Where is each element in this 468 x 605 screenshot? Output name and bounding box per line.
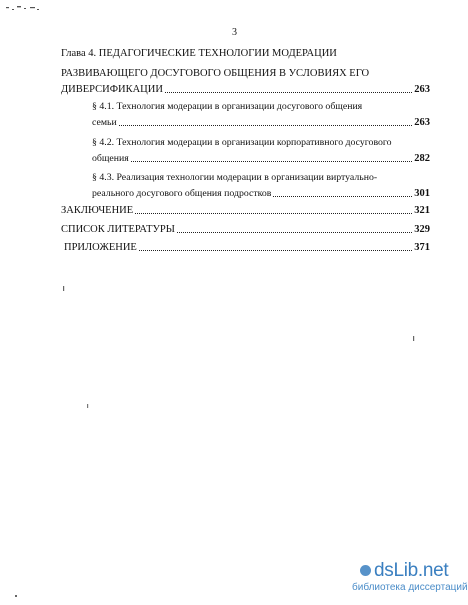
dot-leader: [177, 232, 412, 233]
chapter-entry: [61, 83, 430, 96]
section-4-1-continuation: семьи: [92, 117, 117, 128]
section-4-3-title: § 4.3. Реализация технологии модерации в организации виртуально-: [92, 172, 378, 183]
page-number: 3: [232, 27, 237, 38]
scan-speck: [412, 336, 416, 342]
dot-leader: [273, 196, 412, 197]
section-4-1-title: § 4.1. Технология модерации в организации досугового общения: [92, 101, 363, 112]
section-4-3-continuation: реального досугового общения подростков: [92, 188, 272, 199]
section-4-2-page-number: 282: [414, 153, 430, 164]
bibliography-page-number: 329: [414, 224, 430, 235]
appendix-label: ПРИЛОЖЕНИЕ: [64, 242, 137, 253]
appendix-entry: [64, 241, 430, 254]
appendix-page-number: 371: [414, 242, 430, 253]
section-4-3-entry: [92, 187, 430, 200]
dot-leader: [119, 125, 413, 126]
chapter-title-line-3: ДИВЕРСИФИКАЦИИ: [61, 84, 163, 95]
dot-leader: [139, 250, 412, 251]
section-4-1-entry: [92, 116, 430, 129]
dslib-watermark: [352, 560, 468, 600]
dot-leader: [135, 213, 412, 214]
section-4-2-entry: [92, 152, 430, 165]
conclusion-page-number: 321: [414, 205, 430, 216]
scan-speck: [86, 404, 90, 409]
section-4-2-title: § 4.2. Технология модерации в организации корпоративного досугового: [92, 137, 392, 148]
chapter-page-number: 263: [414, 84, 430, 95]
bibliography-label: СПИСОК ЛИТЕРАТУРЫ: [61, 224, 175, 235]
section-4-3-page-number: 301: [414, 188, 430, 199]
dot-leader: [165, 92, 412, 93]
scan-speck: [14, 594, 20, 600]
chapter-title-line-1: Глава 4. ПЕДАГОГИЧЕСКИЕ ТЕХНОЛОГИИ МОДЕРАЦИИ: [61, 48, 337, 59]
conclusion-entry: [61, 204, 430, 217]
dot-leader: [131, 161, 412, 162]
bibliography-entry: [61, 223, 430, 236]
dslib-tagline: библиотека диссертаций: [352, 582, 468, 593]
section-4-1-page-number: 263: [414, 117, 430, 128]
dslib-logo-icon: [360, 565, 371, 576]
chapter-title-line-2: РАЗВИВАЮЩЕГО ДОСУГОВОГО ОБЩЕНИЯ В УСЛОВИЯХ ЕГО: [61, 68, 370, 79]
dslib-logo: dsLib.net: [374, 560, 449, 581]
scan-speck: [62, 286, 66, 292]
scan-specks: [4, 4, 44, 14]
section-4-2-continuation: общения: [92, 153, 129, 164]
conclusion-label: ЗАКЛЮЧЕНИЕ: [61, 205, 134, 216]
